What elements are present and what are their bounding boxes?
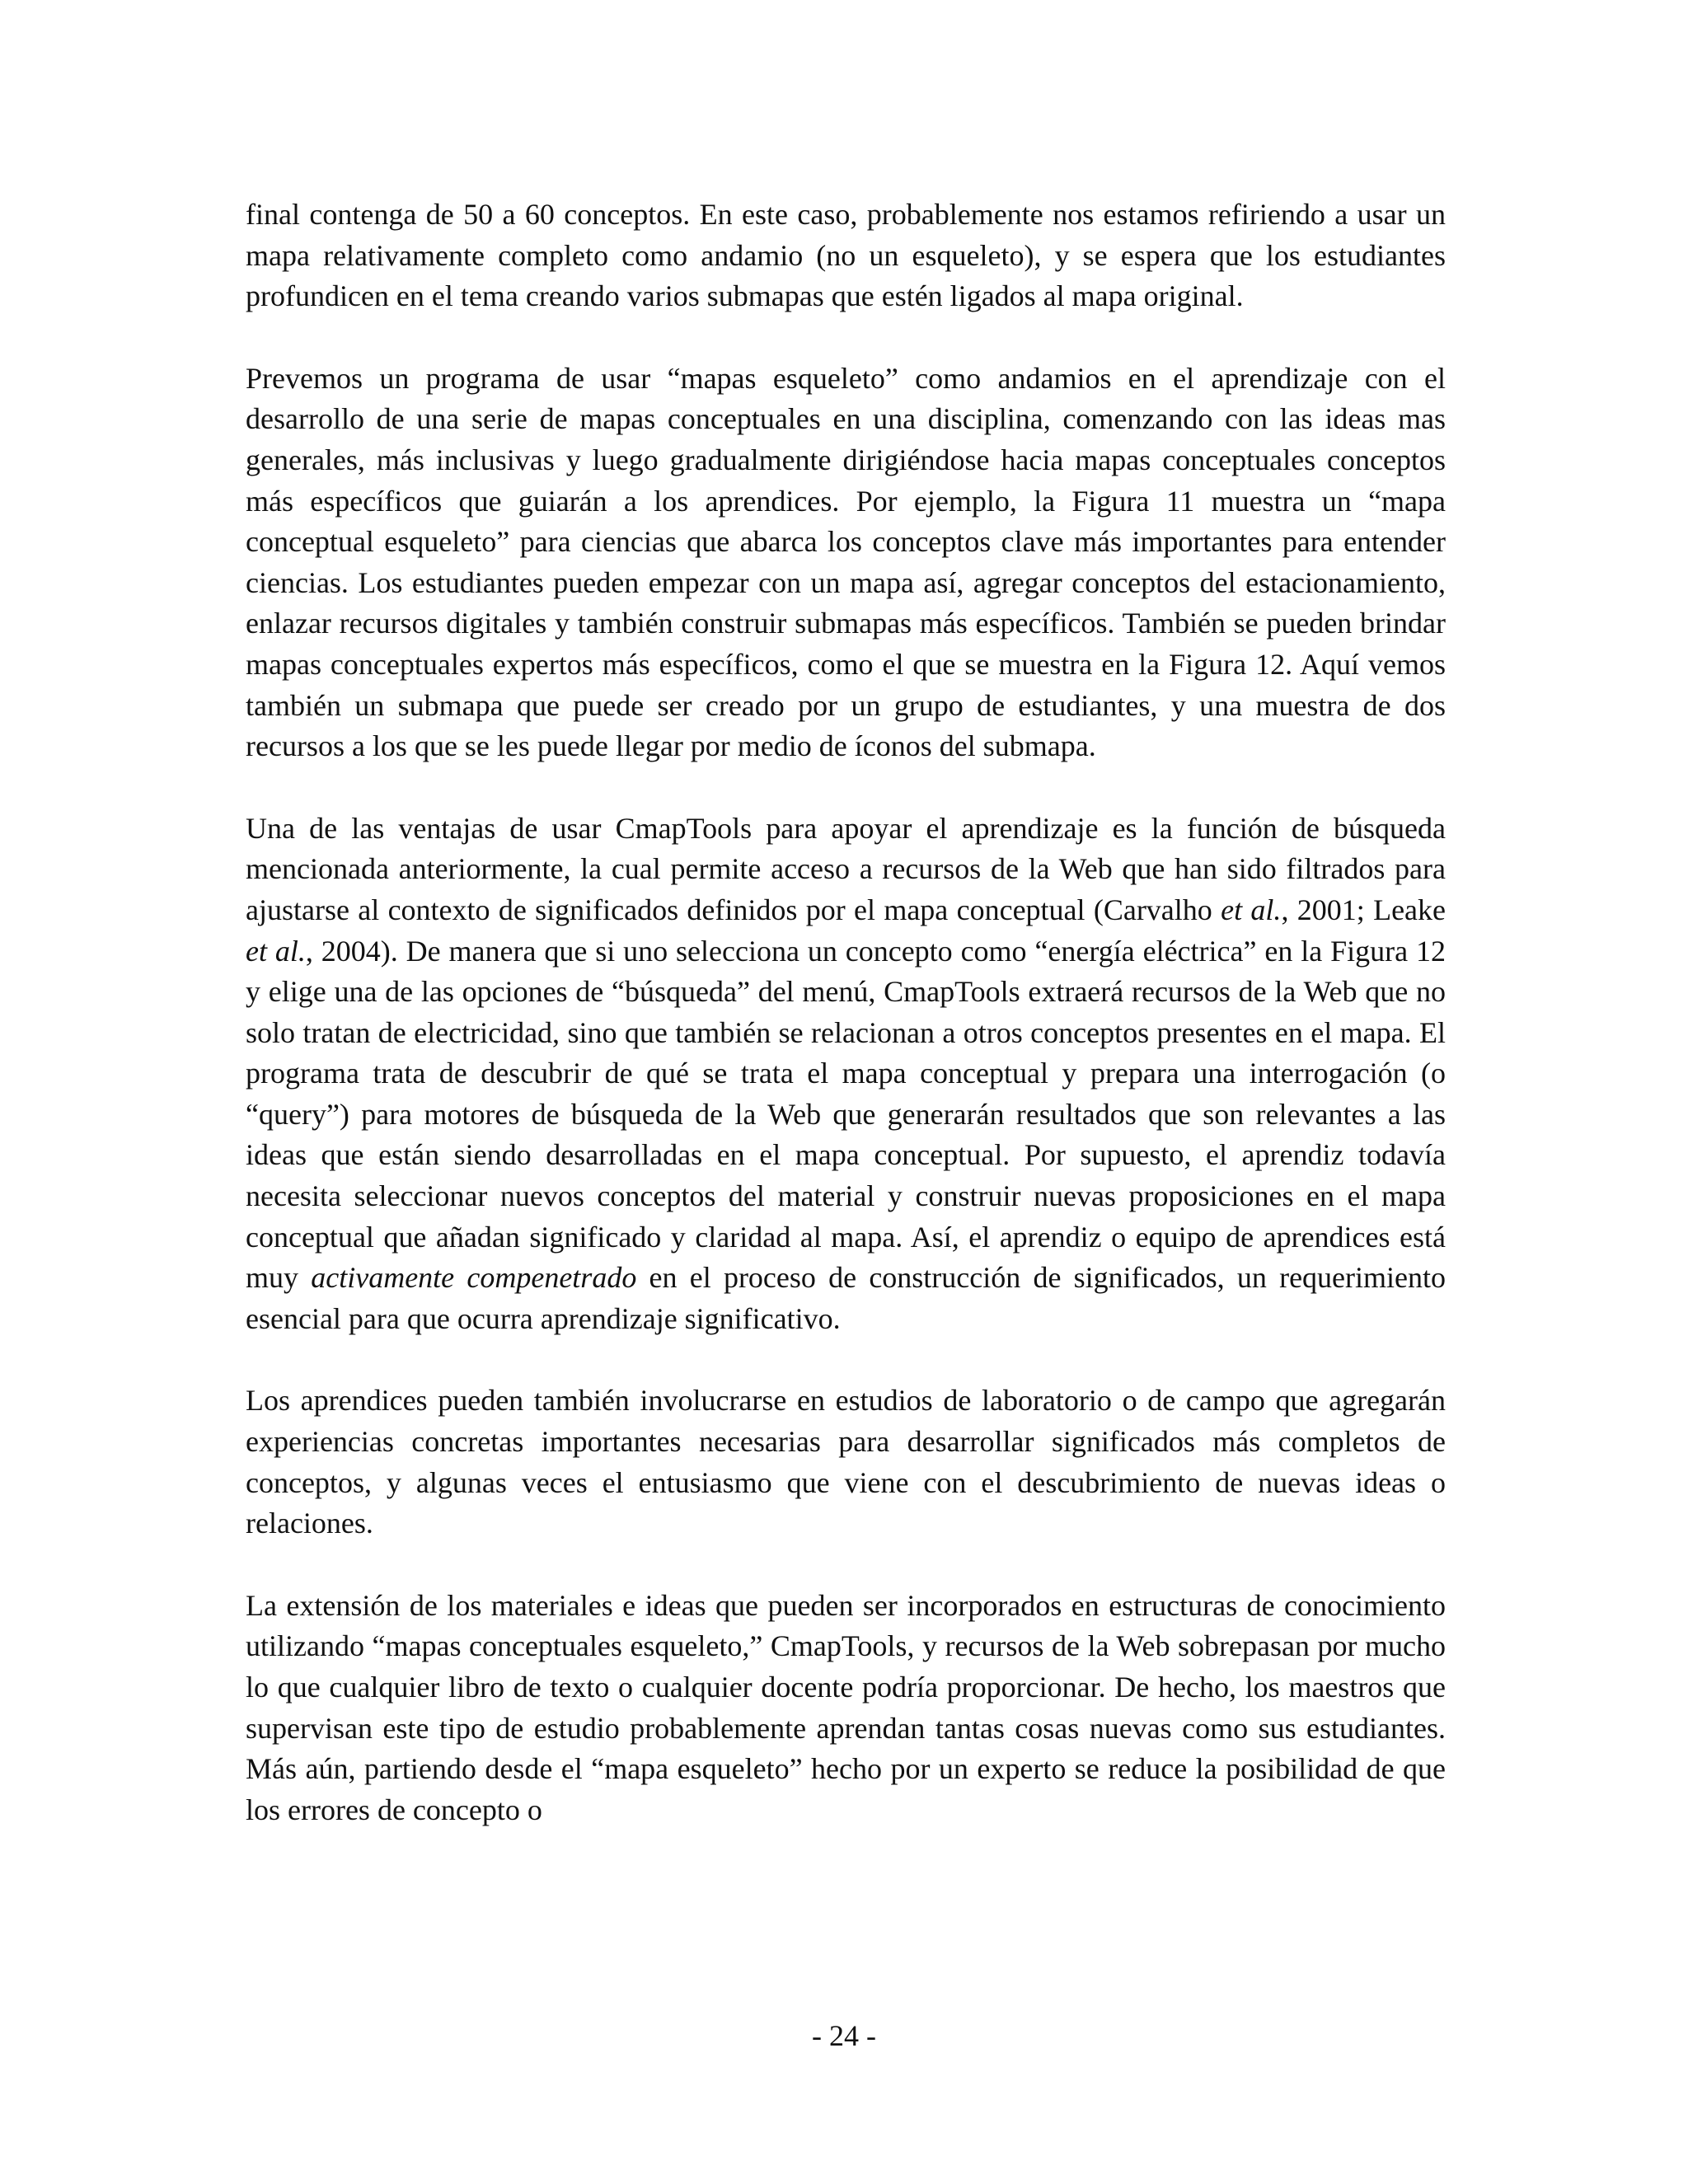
- text-segment: Prevemos un programa de usar “mapas esqueleto” como andamios en el aprendizaje con el desarrollo de una serie de mapas conceptuales en una disciplina, comenzando con las ideas mas generales, más inclusivas y luego gradualmente dirigiéndose hacia mapas conceptuales conceptos más específicos que guiarán a los aprendices. Por ejemplo, la Figura 11 muestra un “mapa conceptual esqueleto” para ciencias que abarca los conceptos clave más importantes para entender ciencias. Los estudiantes pueden empezar con un mapa así, agregar conceptos del estacionamiento, enlazar recursos digitales y también construir submapas más específicos. También se pueden brindar mapas conceptuales expertos más específicos, como el que se muestra en la Figura 12. Aquí vemos también un submapa que puede ser creado por un grupo de estudiantes, y una muestra de dos recursos a los que se les puede llegar por medio de íconos del submapa.: [246, 361, 1446, 763]
- text-segment: , 2001; Leake: [1281, 893, 1447, 926]
- text-segment: , 2004). De manera que si uno selecciona un concepto como “energía eléctrica” en la Figura 12 y elige una de las opciones de “búsqueda” del menú, CmapTools extraerá recursos de la Web que no solo tratan de electricidad, sino que también se relacionan a otros conceptos presentes en el mapa. El programa trata de descubrir de qué se trata el mapa conceptual y prepara una interrogación (o “query”) para motores de búsqueda de la Web que generarán resultados que son relevantes a las ideas que están siendo desarrolladas en el mapa conceptual. Por supuesto, el aprendiz todavía necesita seleccionar nuevos conceptos del material y construir nuevas proposiciones en el mapa conceptual que añadan significado y claridad al mapa. Así, el aprendiz o equipo de aprendices está muy: [246, 934, 1447, 1295]
- text-segment: en el proceso de construcción de significados, un requerimiento esencial para que ocurra aprendizaje significativo.: [246, 1261, 1446, 1335]
- text-segment: La extensión de los materiales e ideas que pueden ser incorporados en estructuras de conocimiento utilizando “mapas conceptuales esqueleto,” CmapTools, y recursos de la Web sobrepasan por mucho lo que cualquier libro de texto o cualquier docente podría proporcionar. De hecho, los maestros que supervisan este tipo de estudio probablemente aprendan tantas cosas nuevas como sus estudiantes. Más aún, partiendo desde el “mapa esqueleto” hecho por un experto se reduce la posibilidad de que los errores de concepto o: [246, 1588, 1446, 1826]
- text-segment: final contenga de 50 a 60 conceptos. En este caso, probablemente nos estamos refiriendo a usar un mapa relativamente completo como andamio (no un esqueleto), y se espera que los estudiantes profundicen en el tema creando varios submapas que estén ligados al mapa original.: [246, 198, 1446, 313]
- text-segment: Los aprendices pueden también involucrarse en estudios de laboratorio o de campo que agregarán experiencias concretas importantes necesarias para desarrollar significados más completos de conceptos, y algunas veces el entusiasmo que viene con el descubrimiento de nuevas ideas o relaciones.: [246, 1384, 1446, 1540]
- paragraph-4: [246, 1380, 1446, 1544]
- paragraph-2: [246, 359, 1446, 767]
- paragraph-5: [246, 1586, 1446, 1831]
- emphasis-italic: activamente compenetrado: [311, 1261, 637, 1295]
- paragraph-3: [246, 808, 1446, 1340]
- page-number: - 24 -: [812, 2019, 876, 2052]
- body-text: [246, 194, 1446, 1872]
- text-segment: Una de las ventajas de usar CmapTools para apoyar el aprendizaje es la función de búsqueda mencionada anteriormente, la cual permite acceso a recursos de la Web que han sido filtrados para ajustarse al contexto de significados definidos por el mapa conceptual (Carvalho: [246, 811, 1446, 926]
- paragraph-1: [246, 194, 1446, 317]
- citation-italic: et al.: [246, 934, 306, 968]
- citation-italic: et al.: [1221, 893, 1282, 926]
